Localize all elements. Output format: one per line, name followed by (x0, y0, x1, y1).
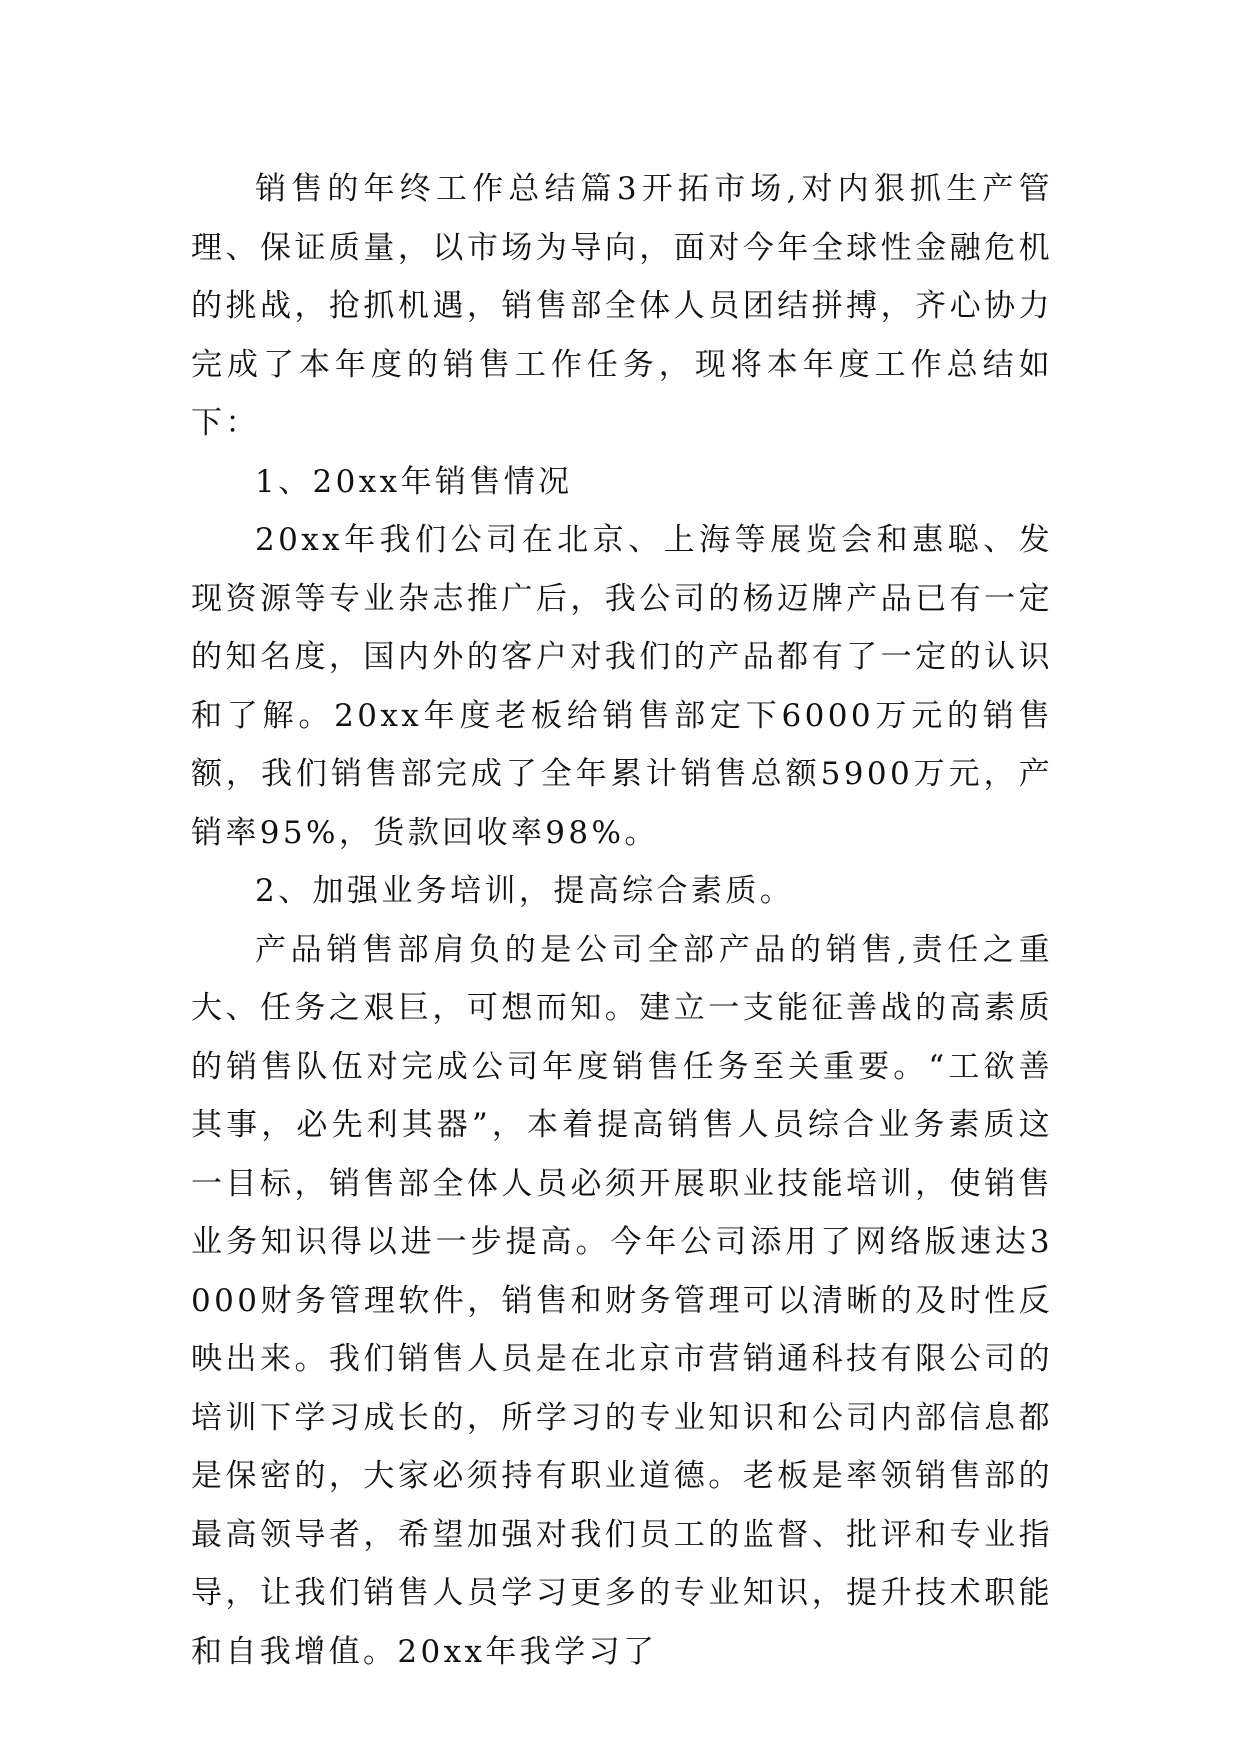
section-heading-training: 2、加强业务培训，提高综合素质。 (255, 873, 795, 909)
section-heading-sales-status: 1、20xx年销售情况 (255, 463, 573, 500)
paragraph-sales-status: 20xx年我们公司在北京、上海等展览会和惠聪、发现资源等专业杂志推广后，我公司的杨迈牌产品已有一定的知名度，国内外的客户对我们的产品都有了一定的认识和了解。20xx年度老板给销售部定下6000万元的销售额，我们销售部完成了全年累计销售总额5900万元，产销率95%，货款回收率98%。 (191, 522, 1053, 851)
paragraph-intro: 销售的年终工作总结篇3开拓市场,对内狠抓生产管理、保证质量，以市场为导向，面对今年全球性金融危机的挑战，抢抓机遇，销售部全体人员团结拼搏，齐心协力完成了本年度的销售工作任务，现将本年度工作总结如下： (191, 171, 1053, 441)
document-body (191, 160, 1053, 1681)
paragraph-training: 产品销售部肩负的是公司全部产品的销售,责任之重大、任务之艰巨，可想而知。建立一支能征善战的高素质的销售队伍对完成公司年度销售任务至关重要。“工欲善其事，必先利其器”，本着提高销售人员综合业务素质这一目标，销售部全体人员必须开展职业技能培训，使销售业务知识得以进一步提高。今年公司添用了网络版速达3000财务管理软件，销售和财务管理可以清晰的及时性反映出来。我们销售人员是在北京市营销通科技有限公司的培训下学习成长的，所学习的专业知识和公司内部信息都是保密的，大家必须持有职业道德。老板是率领销售部的最高领导者，希望加强对我们员工的监督、批评和专业指导，让我们销售人员学习更多的专业知识，提升技术职能和自我增值。20xx年我学习了 (191, 931, 1053, 1670)
